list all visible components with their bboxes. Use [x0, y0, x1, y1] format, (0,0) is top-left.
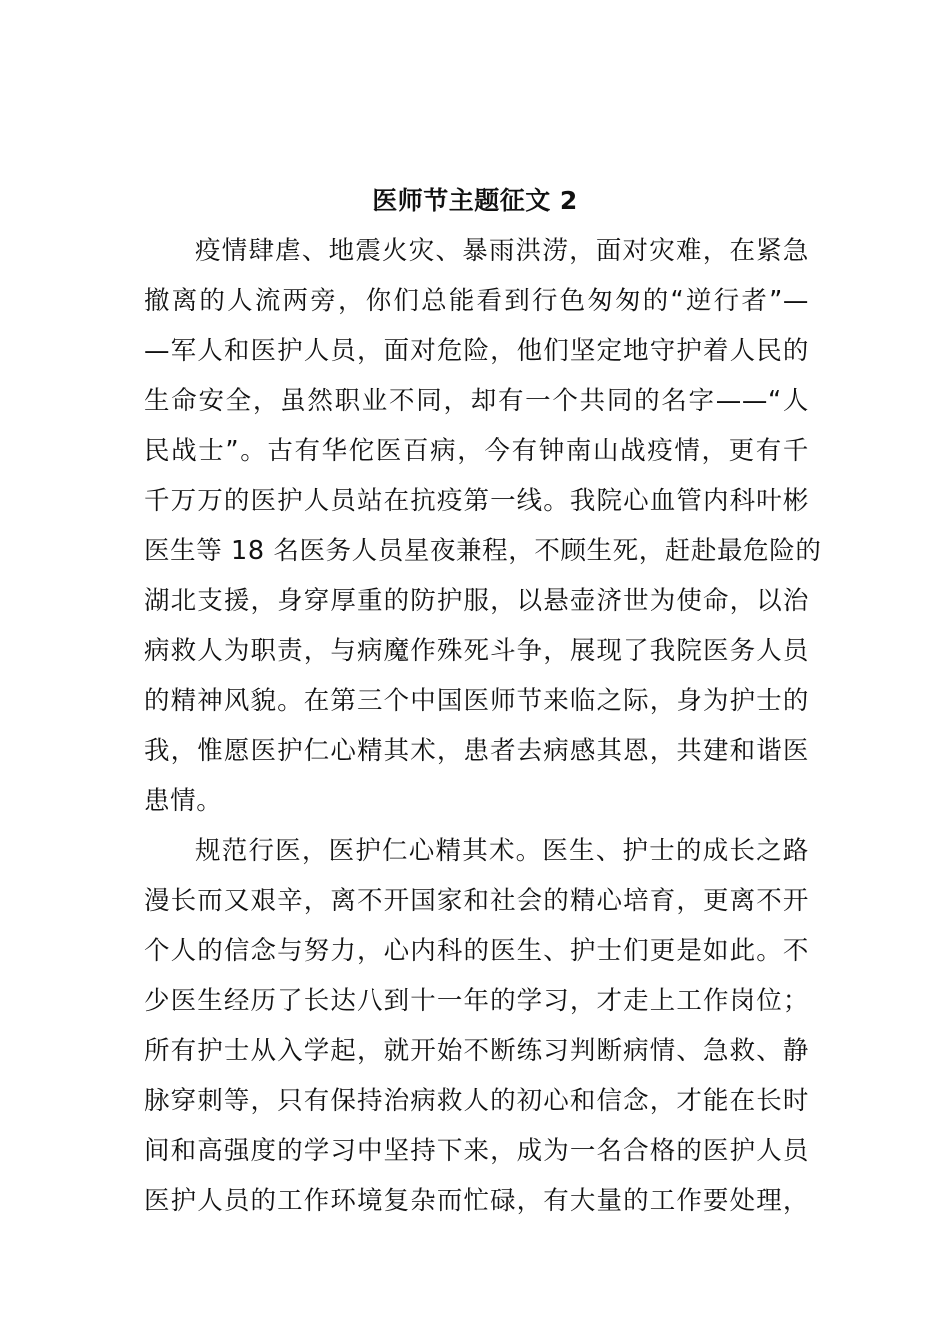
paragraph-line: 脉穿刺等，只有保持治病救人的初心和信念，才能在长时 [144, 1086, 809, 1116]
paragraph-line: 民战士”。古有华佗医百病，今有钟南山战疫情，更有千 [144, 436, 809, 466]
paragraph-line: 少医生经历了长达八到十一年的学习，才走上工作岗位； [144, 986, 809, 1016]
paragraph-line: 患情。 [144, 786, 223, 816]
paragraph-line: 的精神风貌。在第三个中国医师节来临之际，身为护士的 [144, 686, 809, 716]
paragraph-line: 疫情肆虐、地震火灾、暴雨洪涝，面对灾难，在紧急 [195, 236, 809, 266]
paragraph-line: 千万万的医护人员站在抗疫第一线。我院心血管内科叶彬 [144, 486, 809, 516]
paragraph-line: 所有护士从入学起，就开始不断练习判断病情、急救、静 [144, 1036, 809, 1066]
paragraph-line: 规范行医，医护仁心精其术。医生、护士的成长之路 [195, 836, 809, 866]
paragraph-line: 撤离的人流两旁，你们总能看到行色匆匆的“逆行者”— [144, 286, 809, 316]
paragraph-line: 病救人为职责，与病魔作殊死斗争，展现了我院医务人员 [144, 636, 809, 666]
paragraph-line: 间和高强度的学习中坚持下来，成为一名合格的医护人员 [144, 1136, 809, 1166]
paragraph-line: 漫长而又艰辛，离不开国家和社会的精心培育，更离不开 [144, 886, 809, 916]
paragraph-line: 医生等 18 名医务人员星夜兼程，不顾生死，赶赴最危险的 [144, 536, 822, 566]
paragraph-line: 个人的信念与努力，心内科的医生、护士们更是如此。不 [144, 936, 809, 966]
paragraph-line: 我，惟愿医护仁心精其术，患者去病感其恩，共建和谐医 [144, 736, 809, 766]
paragraph-line: 生命安全，虽然职业不同，却有一个共同的名字——“人 [144, 386, 809, 416]
paragraph-line: 医护人员的工作环境复杂而忙碌，有大量的工作要处理， [144, 1186, 809, 1216]
document-title: 医师节主题征文 2 [372, 186, 578, 215]
paragraph-line: 湖北支援，身穿厚重的防护服，以悬壶济世为使命，以治 [144, 586, 809, 616]
paragraph-line: —军人和医护人员，面对危险，他们坚定地守护着人民的 [144, 336, 809, 366]
